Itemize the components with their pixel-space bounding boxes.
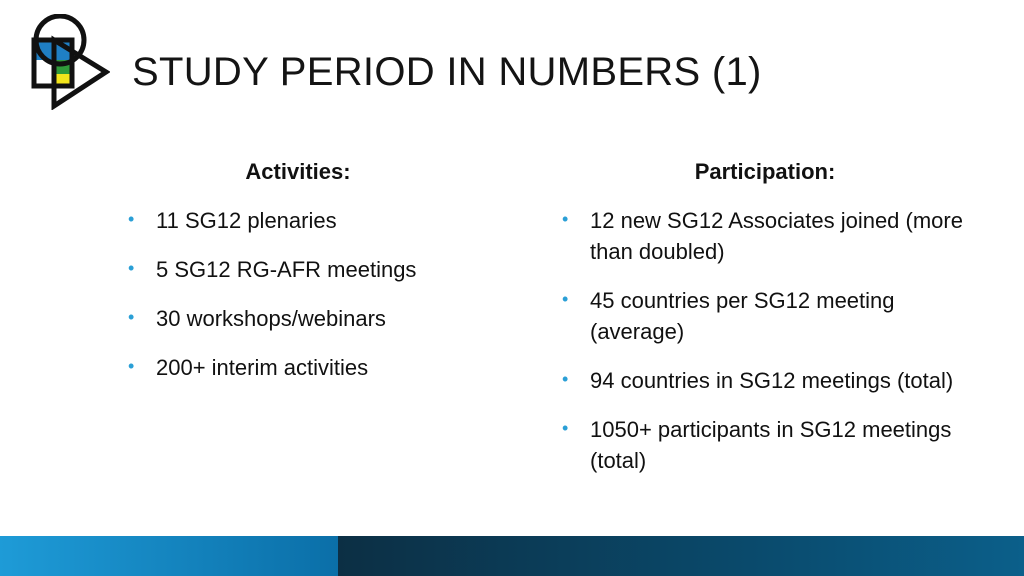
list-item (562, 205, 972, 267)
list-item (128, 254, 488, 285)
list-item-text: 1050+ participants in SG12 meetings (total) (590, 417, 952, 473)
list-item-text: 5 SG12 RG-AFR meetings (156, 257, 417, 282)
participation-heading: Participation: (694, 159, 836, 184)
list-item-text: 11 SG12 plenaries (156, 208, 337, 233)
activities-list (128, 205, 488, 401)
list-item-text: 45 countries per SG12 meeting (average) (590, 288, 895, 344)
itu-logo-icon (28, 14, 110, 110)
participation-list (562, 205, 972, 494)
list-item-text: 12 new SG12 Associates joined (more than doubled) (590, 208, 963, 264)
footer-bar-light-segment (0, 536, 338, 576)
activities-heading: Activities: (245, 159, 351, 184)
list-item (562, 365, 972, 396)
list-item (128, 352, 488, 383)
list-item (128, 205, 488, 236)
bullet-icon: • (562, 289, 569, 309)
bullet-icon: • (562, 369, 569, 389)
footer-bar (0, 536, 1024, 576)
list-item-text: 30 workshops/webinars (156, 306, 386, 331)
list-item (128, 303, 488, 334)
bullet-icon: • (128, 356, 135, 376)
bullet-icon: • (562, 209, 569, 229)
bullet-icon: • (562, 418, 569, 438)
list-item-text: 200+ interim activities (156, 355, 369, 380)
bullet-icon: • (128, 209, 135, 229)
list-item-text: 94 countries in SG12 meetings (total) (590, 368, 954, 393)
list-item (562, 414, 972, 476)
list-item (562, 285, 972, 347)
bullet-icon: • (128, 258, 135, 278)
bullet-icon: • (128, 307, 135, 327)
footer-bar-dark-segment (338, 536, 1024, 576)
page-title: STUDY PERIOD IN NUMBERS (1) (132, 50, 762, 94)
